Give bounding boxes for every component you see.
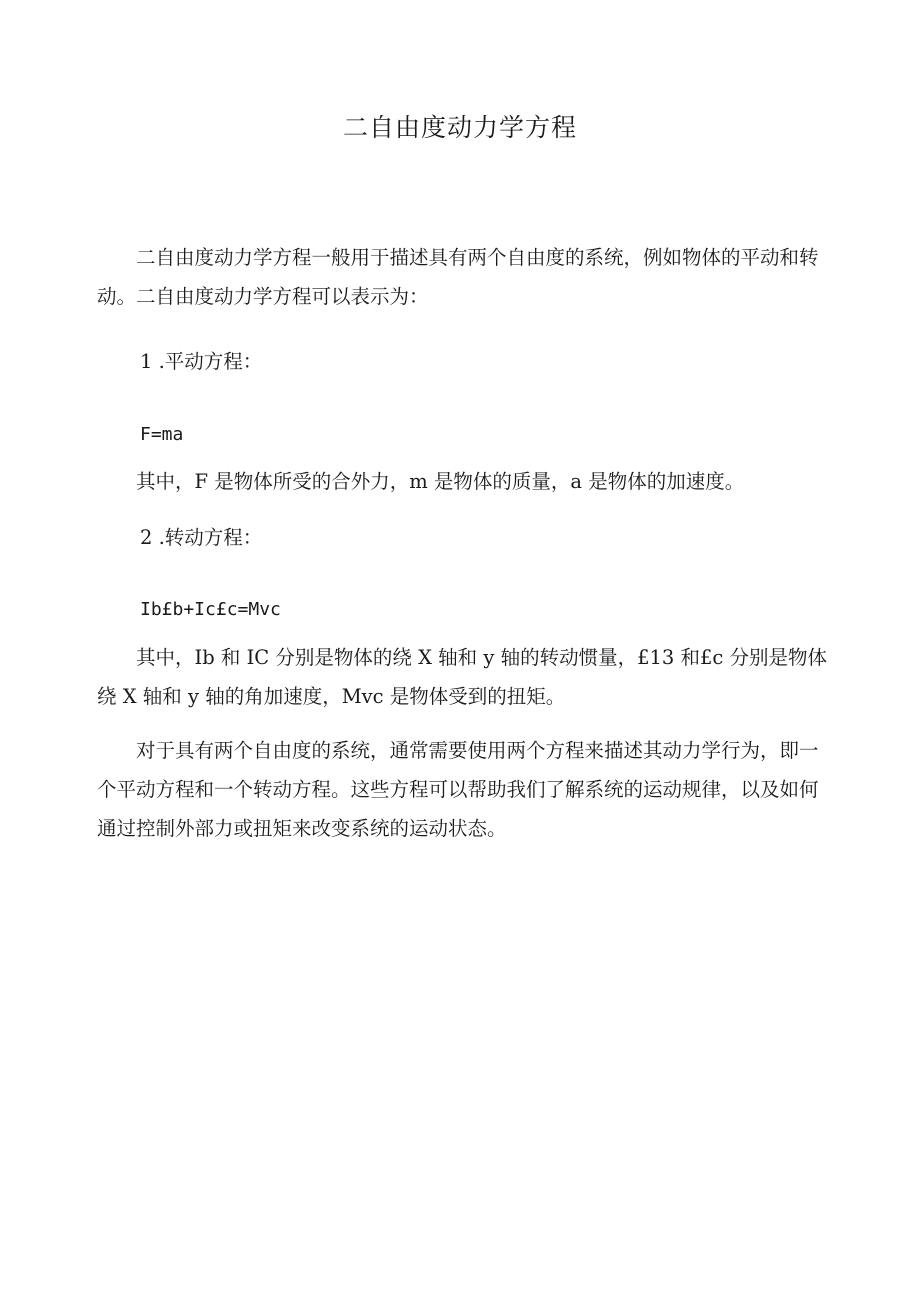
section2-heading: 2 .转动方程：: [140, 526, 263, 549]
document-title: 二自由度动力学方程: [342, 113, 577, 142]
formula2-explanation: 其中，Ib 和 IC 分别是物体的绕 X 轴和 y 轴的转动惯量，£13 和£c 分别是物体绕 X 轴和 y 轴的角加速度，Mvc 是物体受到的扭矩。: [97, 646, 828, 708]
formula1-explanation: 其中，F 是物体所受的合外力，m 是物体的质量，a 是物体的加速度。: [136, 470, 745, 493]
conclusion-paragraph: 对于具有两个自由度的系统，通常需要使用两个方程来描述其动力学行为，即一个平动方程和一个转动方程。这些方程可以帮助我们了解系统的运动规律，以及如何通过控制外部力或扭矩来改变系统的运动状态。: [97, 739, 819, 840]
section1-heading: 1 .平动方程：: [140, 350, 263, 373]
formula-rotation: Ib£b+Ic£c=Mvc: [140, 599, 281, 620]
intro-paragraph: 二自由度动力学方程一般用于描述具有两个自由度的系统，例如物体的平动和转动。二自由度动力学方程可以表示为：: [97, 246, 819, 308]
formula-translation: F=ma: [140, 424, 184, 445]
